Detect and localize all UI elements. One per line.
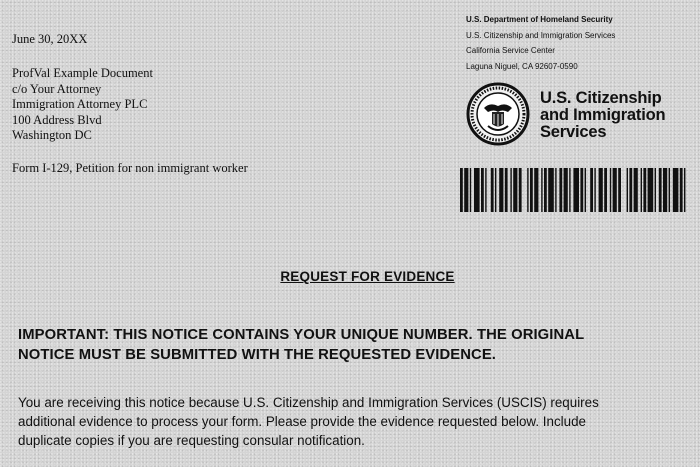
body-line: duplicate copies if you are requesting consular notification.: [18, 433, 365, 448]
logo-line: Services: [540, 123, 607, 141]
recipient-address: [12, 66, 153, 144]
agency-header: [466, 12, 615, 74]
important-line: NOTICE MUST BE SUBMITTED WITH THE REQUESTED EVIDENCE.: [18, 347, 496, 363]
notice-title: REQUEST FOR EVIDENCE: [280, 269, 455, 284]
uscis-logo-text: [540, 90, 665, 141]
agency-line: U.S. Citizenship and Immigration Services: [466, 30, 616, 40]
body-line: additional evidence to process your form. Please provide the evidence requested below. Include: [18, 414, 586, 429]
logo-line: and Immigration: [540, 106, 666, 124]
barcode-icon: [460, 168, 688, 212]
logo-line: U.S. Citizenship: [540, 89, 662, 107]
notice-body: [18, 393, 690, 450]
important-notice: [18, 325, 688, 365]
dhs-seal-icon: [466, 82, 530, 146]
recipient-line: ProfVal Example Document: [12, 66, 153, 80]
recipient-line: Immigration Attorney PLC: [12, 97, 148, 111]
agency-line: U.S. Department of Homeland Security: [466, 15, 613, 24]
agency-line: California Service Center: [466, 46, 555, 55]
important-line: IMPORTANT: THIS NOTICE CONTAINS YOUR UNIQUE NUMBER. THE ORIGINAL: [18, 327, 585, 343]
recipient-line: Washington DC: [12, 128, 92, 142]
letter-date: June 30, 20XX: [12, 32, 88, 46]
body-line: You are receiving this notice because U.S. Citizenship and Immigration Services (USCIS) requires: [18, 395, 599, 410]
recipient-line: c/o Your Attorney: [12, 81, 102, 96]
agency-line: Laguna Niguel, CA 92607-0590: [466, 61, 578, 71]
recipient-line: 100 Address Blvd: [12, 112, 102, 127]
form-reference: Form I-129, Petition for non immigrant worker: [12, 161, 248, 175]
